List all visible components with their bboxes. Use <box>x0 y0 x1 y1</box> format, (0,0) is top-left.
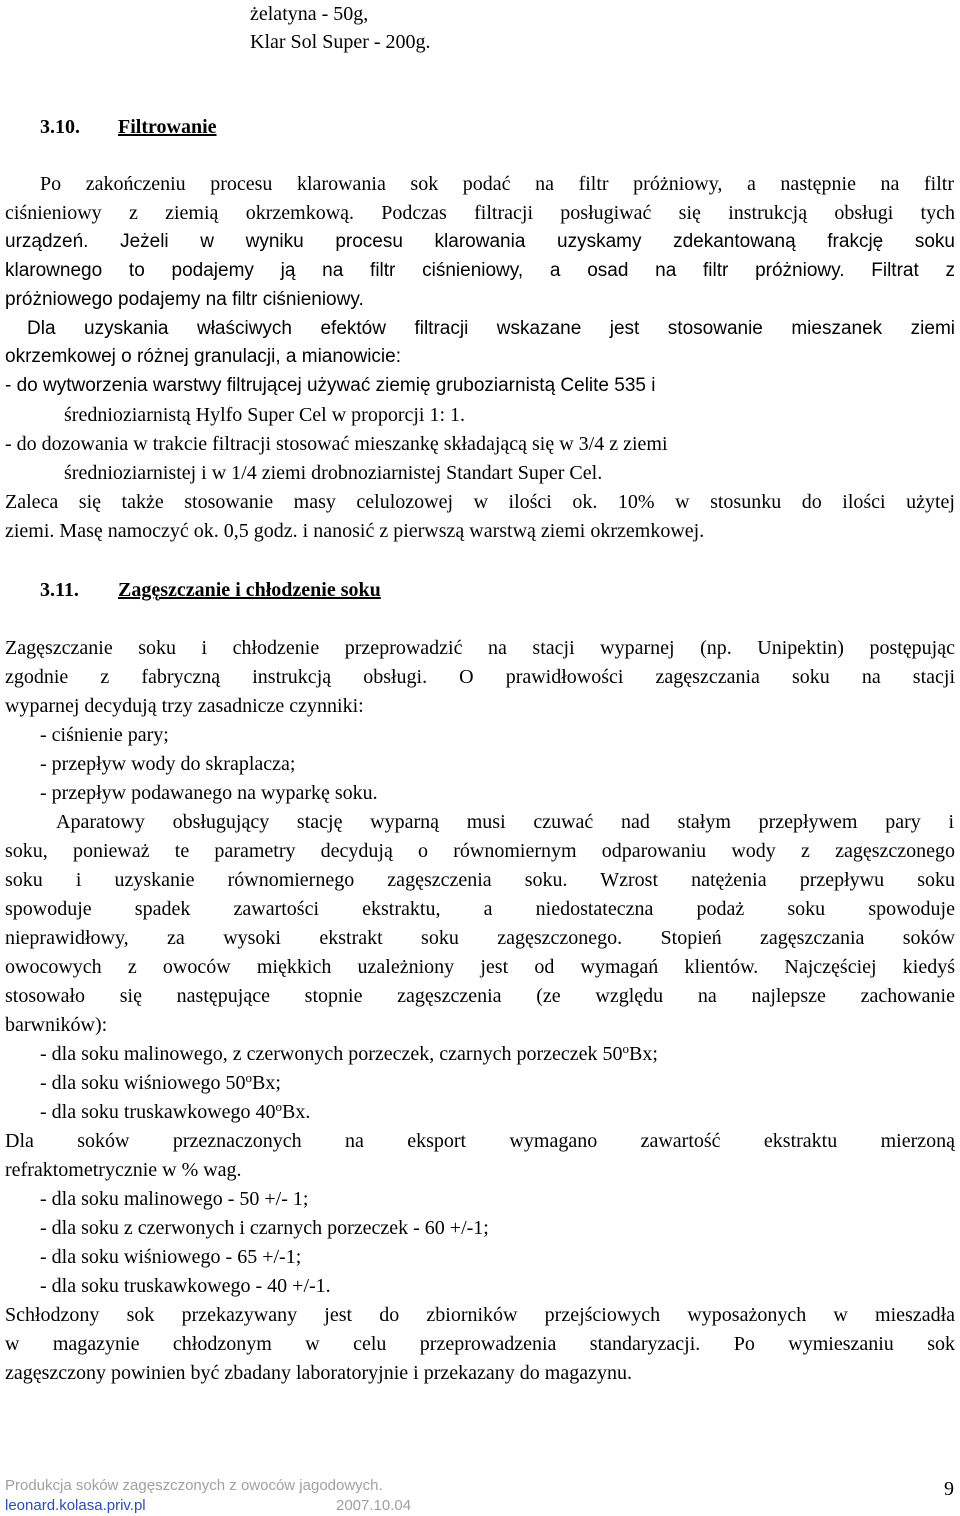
paragraph-line: okrzemkowej o różnej granulacji, a mianowicie: <box>5 346 402 367</box>
list-item: - przepływ wody do skraplacza; <box>40 753 296 775</box>
paragraph-line: spowoduje spadek zawartości ekstraktu, a niedostateczna podaż soku spowoduje <box>5 898 955 920</box>
paragraph-line: nieprawidłowy, za wysoki ekstrakt soku zagęszczonego. Stopień zagęszczania soków <box>5 927 955 949</box>
paragraph-line: soku i uzyskanie równomiernego zagęszczenia soku. Wzrost natężenia przepływu soku <box>5 869 955 891</box>
list-item: - dla soku wiśniowego - 65 +/-1; <box>40 1246 302 1268</box>
list-item: średnioziarnistą Hylfo Super Cel w proporcji 1: 1. <box>64 404 466 426</box>
paragraph-line: ciśnieniowy z ziemią okrzemkową. Podczas filtracji posługiwać się instrukcją obsługi tych <box>5 202 955 224</box>
paragraph-line: soku, ponieważ te parametry decydują o równomiernym odparowaniu wody z zagęszczonego <box>5 840 955 862</box>
paragraph-line: zgodnie z fabryczną instrukcją obsługi. O prawidłowości zagęszczania soku na stacji <box>5 666 955 688</box>
paragraph-line: ziemi. Masę namoczyć ok. 0,5 godz. i nanosić z pierwszą warstwą ziemi okrzemkowej. <box>5 520 705 542</box>
paragraph-line: Zagęszczanie soku i chłodzenie przeprowadzić na stacji wyparnej (np. Unipektin) postępując <box>5 637 955 659</box>
section-heading-3-11 <box>40 576 381 604</box>
paragraph-line: zagęszczony powinien być zbadany laboratoryjnie i przekazany do magazynu. <box>5 1362 632 1384</box>
section-heading-3-10 <box>40 113 217 141</box>
paragraph-line: owocowych z owoców miękkich uzależniony jest od wymagań klientów. Najczęściej kiedyś <box>5 956 955 978</box>
page-number: 9 <box>944 1478 954 1500</box>
ingredient-line: Klar Sol Super - 200g. <box>250 31 431 53</box>
list-item: - ciśnienie pary; <box>40 724 169 746</box>
list-item: - dla soku truskawkowego 40$^o$Bx. <box>40 1099 311 1123</box>
paragraph-line: urządzeń. Jeżeli w wyniku procesu klarowania uzyskamy zdekantowaną frakcję soku <box>5 231 955 252</box>
paragraph-line: Aparatowy obsługujący stację wyparną musi czuwać nad stałym przepływem pary i <box>56 811 954 833</box>
list-item: - do dozowania w trakcie filtracji stosować mieszankę składającą się w 3/4 z ziemi <box>5 433 668 455</box>
list-item: średnioziarnistej i w 1/4 ziemi drobnoziarnistej Standart Super Cel. <box>64 462 603 484</box>
paragraph-line: próżniowego podajemy na filtr ciśnieniowy. <box>5 289 364 310</box>
paragraph-line: refraktometrycznie w % wag. <box>5 1159 242 1181</box>
list-item: - przepływ podawanego na wyparkę soku. <box>40 782 378 804</box>
section-title: Zagęszczanie i chłodzenie soku <box>118 579 381 601</box>
paragraph-line: barwników): <box>5 1014 108 1036</box>
paragraph-line: Schłodzony sok przekazywany jest do zbiorników przejściowych wyposażonych w mieszadła <box>5 1304 955 1326</box>
paragraph-line: w magazynie chłodzonym w celu przeprowadzenia standaryzacji. Po wymieszaniu sok <box>5 1333 955 1355</box>
footer-title: Produkcja soków zagęszczonych z owoców jagodowych. <box>5 1477 383 1494</box>
list-item: - dla soku z czerwonych i czarnych porzeczek - 60 +/-1; <box>40 1217 489 1239</box>
list-item: - dla soku malinowego - 50 +/- 1; <box>40 1188 309 1210</box>
paragraph-line: Dla uzyskania właściwych efektów filtracji wskazane jest stosowanie mieszanek ziemi <box>27 318 955 339</box>
list-item: - dla soku malinowego, z czerwonych porzeczek, czarnych porzeczek 50$^o$Bx; <box>40 1041 658 1065</box>
section-title: Filtrowanie <box>118 116 217 138</box>
paragraph-line: stosowało się następujące stopnie zagęszczenia (ze względu na najlepsze zachowanie <box>5 985 955 1007</box>
paragraph-line: Dla soków przeznaczonych na eksport wymagano zawartość ekstraktu mierzoną <box>5 1130 955 1152</box>
paragraph-line: wyparnej decydują trzy zasadnicze czynniki: <box>5 695 364 717</box>
section-number: 3.11. <box>40 579 79 601</box>
list-item: - do wytworzenia warstwy filtrującej używać ziemię gruboziarnistą Celite 535 i <box>5 375 656 396</box>
footer-date: 2007.10.04 <box>336 1497 412 1514</box>
ingredient-line: żelatyna - 50g, <box>250 3 369 25</box>
paragraph-line: klarownego to podajemy ją na filtr ciśnieniowy, a osad na filtr próżniowy. Filtrat z <box>5 260 955 281</box>
list-item: - dla soku wiśniowego 50$^o$Bx; <box>40 1070 281 1094</box>
footer-site-link[interactable]: leonard.kolasa.priv.pl <box>5 1497 146 1514</box>
list-item: - dla soku truskawkowego - 40 +/-1. <box>40 1275 331 1297</box>
section-number: 3.10. <box>40 116 80 138</box>
paragraph-line: Po zakończeniu procesu klarowania sok podać na filtr próżniowy, a następnie na filtr <box>40 173 954 195</box>
paragraph-line: Zaleca się także stosowanie masy celulozowej w ilości ok. 10% w stosunku do ilości użytej <box>5 491 955 513</box>
